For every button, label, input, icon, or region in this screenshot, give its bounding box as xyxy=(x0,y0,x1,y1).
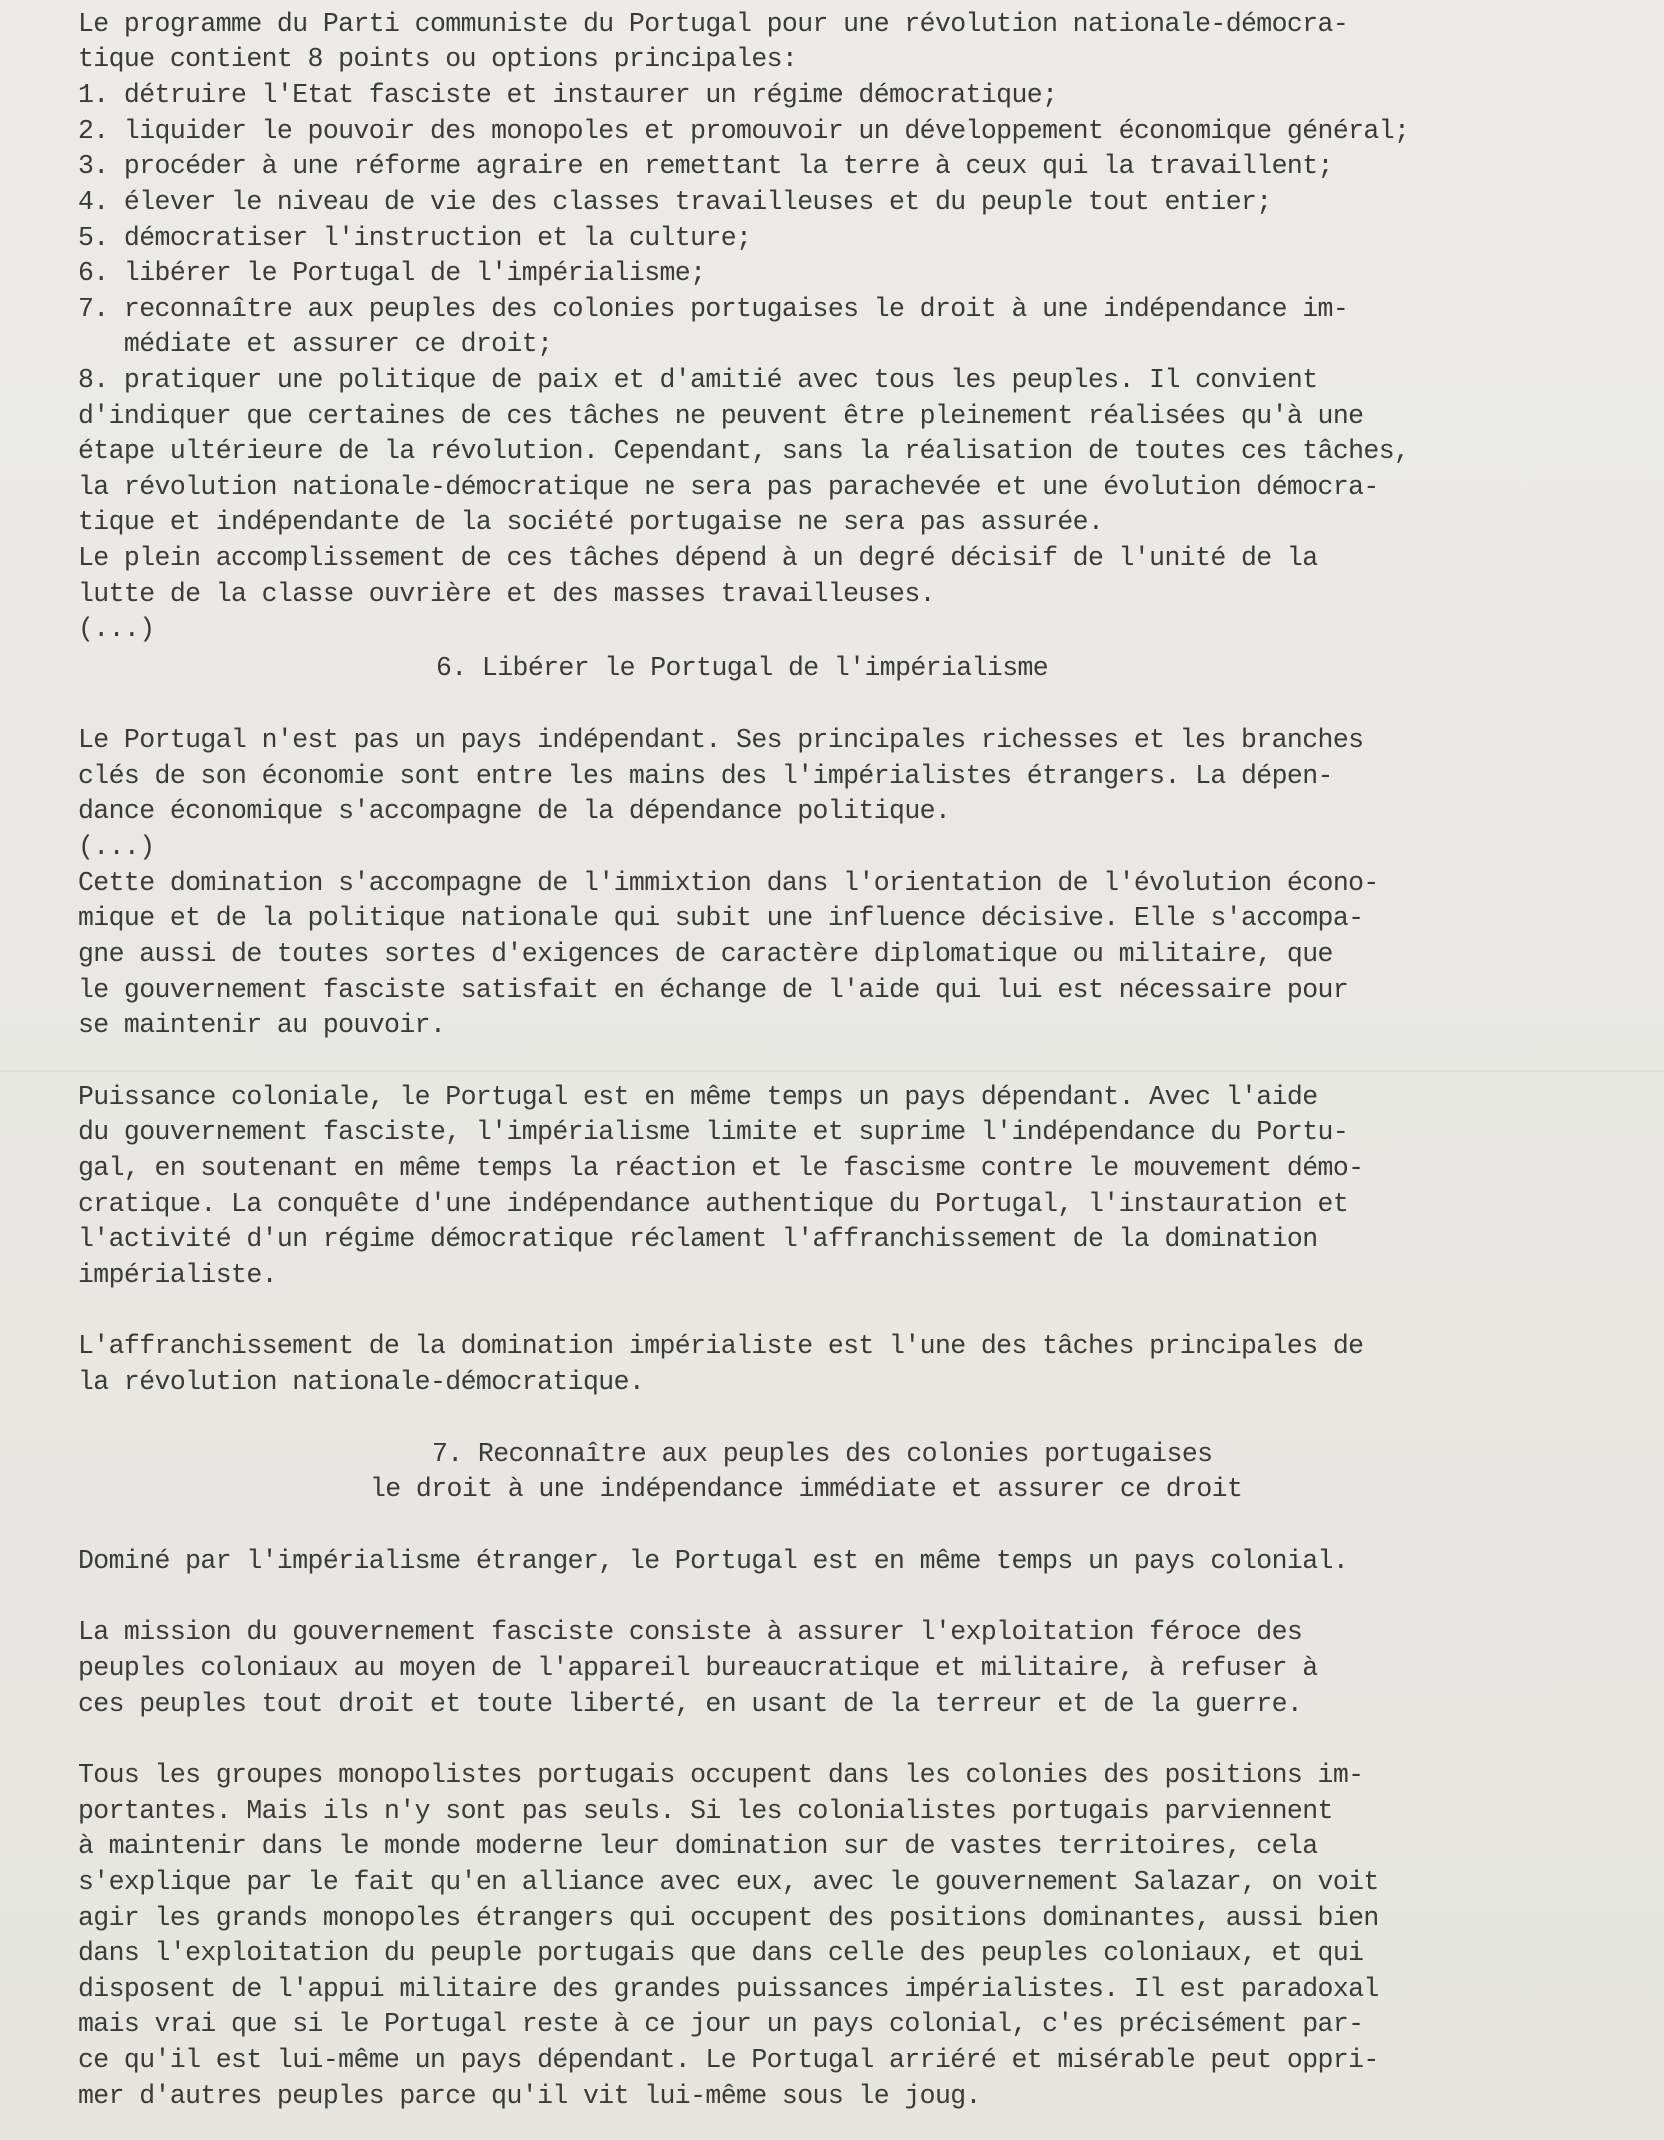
text-line: cratique. La conquête d'une indépendance authentique du Portugal, l'instauration et xyxy=(78,1189,1349,1219)
text-line: gne aussi de toutes sortes d'exigences de caractère diplomatique ou militaire, que xyxy=(78,939,1333,969)
list-item: médiate et assurer ce droit; xyxy=(78,329,553,359)
text-line: impérialiste. xyxy=(78,1260,277,1290)
text-line: la révolution nationale-démocratique ne sera pas parachevée et une évolution démocra- xyxy=(78,472,1379,502)
text-line: Le plein accomplissement de ces tâches dépend à un degré décisif de l'unité de la xyxy=(78,543,1318,573)
section-heading: 7. Reconnaître aux peuples des colonies portugaises xyxy=(432,1439,1213,1469)
text-line: Le Portugal n'est pas un pays indépendant. Ses principales richesses et les branches xyxy=(78,725,1364,755)
list-item: 6. libérer le Portugal de l'impérialisme; xyxy=(78,258,706,288)
section-heading: 6. Libérer le Portugal de l'impérialisme xyxy=(436,653,1049,683)
text-line: Tous les groupes monopolistes portugais occupent dans les colonies des positions im- xyxy=(78,1760,1364,1790)
text-line: (...) xyxy=(78,614,155,644)
text-line: d'indiquer que certaines de ces tâches ne peuvent être pleinement réalisées qu'à une xyxy=(78,401,1364,431)
text-line: Dominé par l'impérialisme étranger, le Portugal est en même temps un pays colonial. xyxy=(78,1546,1349,1576)
text-line: ce qu'il est lui-même un pays dépendant. Le Portugal arriéré et misérable peut oppri- xyxy=(78,2045,1379,2075)
list-item: 7. reconnaître aux peuples des colonies portugaises le droit à une indépendance im- xyxy=(78,294,1349,324)
text-line: L'affranchissement de la domination impérialiste est l'une des tâches principales de xyxy=(78,1331,1364,1361)
list-item: 4. élever le niveau de vie des classes travailleuses et du peuple tout entier; xyxy=(78,187,1272,217)
text-line: ces peuples tout droit et toute liberté, en usant de la terreur et de la guerre. xyxy=(78,1689,1303,1719)
text-line: (...) xyxy=(78,832,155,862)
text-line: agir les grands monopoles étrangers qui occupent des positions dominantes, aussi bien xyxy=(78,1903,1379,1933)
text-line: dance économique s'accompagne de la dépendance politique. xyxy=(78,796,951,826)
text-line: tique et indépendante de la société portugaise ne sera pas assurée. xyxy=(78,507,1104,537)
list-item: 1. détruire l'Etat fasciste et instaurer un régime démocratique; xyxy=(78,80,1058,110)
text-line: se maintenir au pouvoir. xyxy=(78,1010,446,1040)
list-item: 5. démocratiser l'instruction et la culture; xyxy=(78,223,752,253)
text-line: Cette domination s'accompagne de l'immixtion dans l'orientation de l'évolution écono- xyxy=(78,868,1379,898)
text-line: du gouvernement fasciste, l'impérialisme limite et suprime l'indépendance du Portu- xyxy=(78,1117,1349,1147)
text-line: mais vrai que si le Portugal reste à ce jour un pays colonial, c'es précisément par- xyxy=(78,2009,1364,2039)
list-item: 2. liquider le pouvoir des monopoles et promouvoir un développement économique général; xyxy=(78,116,1410,146)
text-line: peuples coloniaux au moyen de l'appareil bureaucratique et militaire, à refuser à xyxy=(78,1653,1318,1683)
text-line: à maintenir dans le monde moderne leur domination sur de vastes territoires, cela xyxy=(78,1831,1318,1861)
text-line: gal, en soutenant en même temps la réaction et le fascisme contre le mouvement démo- xyxy=(78,1153,1364,1183)
text-line: l'activité d'un régime démocratique réclament l'affranchissement de la domination xyxy=(78,1224,1318,1254)
text-line: la révolution nationale-démocratique. xyxy=(78,1367,645,1397)
text-line: mique et de la politique nationale qui subit une influence décisive. Elle s'accompa- xyxy=(78,903,1364,933)
text-line: dans l'exploitation du peuple portugais que dans celle des peuples coloniaux, et qui xyxy=(78,1938,1364,1968)
list-item: 8. pratiquer une politique de paix et d'amitié avec tous les peuples. Il convient xyxy=(78,365,1318,395)
text-line: étape ultérieure de la révolution. Cependant, sans la réalisation de toutes ces tâches, xyxy=(78,436,1410,466)
text-line: mer d'autres peuples parce qu'il vit lui-même sous le joug. xyxy=(78,2081,981,2111)
text-line: Puissance coloniale, le Portugal est en même temps un pays dépendant. Avec l'aide xyxy=(78,1082,1318,1112)
text-line: s'explique par le fait qu'en alliance avec eux, avec le gouvernement Salazar, on voit xyxy=(78,1867,1379,1897)
section-heading: le droit à une indépendance immédiate et assurer ce droit xyxy=(370,1474,1243,1504)
text-line: disposent de l'appui militaire des grandes puissances impérialistes. Il est paradoxal xyxy=(78,1974,1379,2004)
paper-fold-line xyxy=(0,1070,1664,1072)
text-line: clés de son économie sont entre les mains des l'impérialistes étrangers. La dépen- xyxy=(78,761,1333,791)
text-line: Le programme du Parti communiste du Portugal pour une révolution nationale-démocra- xyxy=(78,9,1349,39)
text-line: portantes. Mais ils n'y sont pas seuls. Si les colonialistes portugais parviennent xyxy=(78,1796,1333,1826)
text-line: lutte de la classe ouvrière et des masses travailleuses. xyxy=(78,579,935,609)
list-item: 3. procéder à une réforme agraire en remettant la terre à ceux qui la travaillent; xyxy=(78,151,1333,181)
text-line: le gouvernement fasciste satisfait en échange de l'aide qui lui est nécessaire pour xyxy=(78,975,1349,1005)
text-line: tique contient 8 points ou options principales: xyxy=(78,44,798,74)
text-line: La mission du gouvernement fasciste consiste à assurer l'exploitation féroce des xyxy=(78,1617,1303,1647)
